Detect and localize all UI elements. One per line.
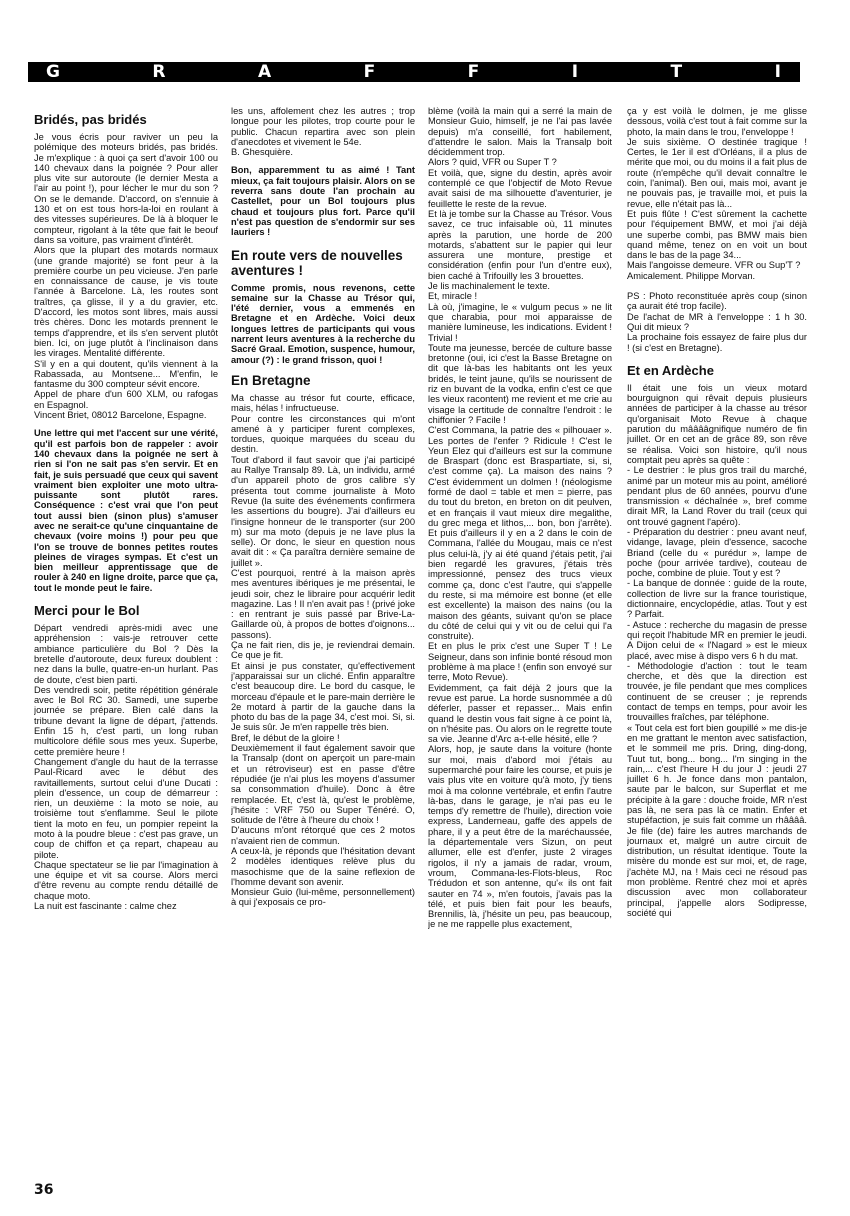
paragraph: - Le destrier : le plus gros trail du marché, animé par un moteur mis au point, amélioré pendant plus de 60 années, pourvu d'une transmission « déchaînée », bref comme dirait MR, la Land Rover du trail (ceux qui ont trouvé gagnent l'apéro).	[627, 465, 807, 527]
article-heading-bretagne: En Bretagne	[231, 372, 311, 388]
article-heading-bol: Merci pour le Bol	[34, 603, 140, 619]
paragraph: Mais l'angoisse demeure. VFR ou Sup'T ?	[627, 260, 801, 271]
postscript: La prochaine fois essayez de faire plus dur ! (si c'est en Bretagne).	[627, 332, 807, 353]
paragraph: ça y est voilà le dolmen, je me glisse dessous, voilà c'est tout à fait comme sur la photo, la main dans le trou, l'enveloppe !	[627, 106, 807, 137]
letter-signature: Amicalement. Philippe Morvan.	[627, 270, 756, 281]
paragraph: Et ainsi je pus constater, qu'effectivement j'apparaissai sur un cliché. Enfin apparaître c'est beaucoup dire. Le bord du casque, le morceau d'épaule et le pare-main derrière le 2e motard à partir de la gauche dans la photo du bas de la page 34, c'est moi. Si, si. Je suis sûr. Je m'en rappelle très bien.	[231, 660, 415, 733]
paragraph: Il était une fois un vieux motard bourguignon qui rêvait depuis plusieurs années de participer à la chasse au trésor qu'organisait Moto Revue à chaque parution du mââââgnifique numéro de fin juillet. Or en cet an de grâce 89, son rêve se réalisa. Voici son histoire, qu'il nous comptait peu après sa quête :	[627, 382, 807, 465]
paragraph: Alors ? quid, VFR ou Super T ?	[428, 157, 557, 168]
paragraph: Alors, hop, je saute dans la voiture (honte sur moi, mais d'abord moi j'étais au supermarché pour faire les course, et puis je vais plus vite en voiture qu'à moto, j'y tiens moi à ma colonne vertébrale, et enfin l'autre là-bas, dans le garage, je n'ai pas eu le temps d'y remettre de l'huile), direction voie express, Landerneau, gaffe des appels de phare, il y a peut être de la maréchaussée, la départementale vers Sizun, on peut allumer, elle est d'enfer, juste 2 virages rigolos, il n'y a jamais de radar, vroum, vroum, Commana-les-Flots-bleus, Roc Trédudon et son antenne, qu'« ils ont fait sauter en 74 », m'en foutois, j'avais pas la télé, et puis bien fait pour les beaufs, Brennilis, là, j'hésite un peu, pas beaucoup, je ne me rappelle plus exactement,	[428, 744, 612, 930]
section-banner	[28, 62, 800, 82]
column-4	[627, 106, 807, 1176]
paragraph: Et voilà, que, signe du destin, après avoir contemplé ce que l'objectif de Moto Revue avait saisi de ma silhouette d'aventurier, je feuillette le reste de la revue.	[428, 167, 612, 209]
paragraph: Toute ma jeunesse, bercée de culture basse bretonne (oui, ici c'est la Basse Bretagne on dit que là-bas les habitants ont les yeux bridés, le teint jaune, qu'ils se nourissent de riz en buvant de la vodka, enfin c'est ce que les vieux racontent) me revient et me crie au visage la certitude de connaître l'endroit : le chiffonier ? Facile !	[428, 342, 612, 425]
paragraph: les uns, affolement chez les autres ; trop longue pour les pilotes, trop courte pour le public. Chacun repartira avec son plein d'anecdotes et vivement le 54e.	[231, 106, 415, 147]
paragraph: Ça ne fait rien, dis je, je reviendrai demain. Ce que je fit.	[231, 640, 415, 661]
paragraph: Bref, le début de la gloire !	[231, 732, 340, 743]
banner-letter: F	[363, 62, 377, 82]
column-3	[428, 106, 612, 1176]
paragraph: Départ vendredi après-midi avec une appréhension : vais-je retrouver cette ambiance particulière du Bol ? Dès la bretelle d'autoroute, deux fureux doublent : nez dans la bulle, quatre-en-un hurlant. Pas de doute, c'est bien parti.	[34, 623, 218, 685]
paragraph: D'aucuns m'ont rétorqué que ces 2 motos n'avaient rien de commun.	[231, 825, 415, 846]
column-1	[34, 106, 218, 1176]
paragraph: - Préparation du destrier : pneu avant neuf, vidange, lavage, plein d'essence, sacoche Briand (celle du « purédur », lampe de poche (pour arrivée tardive), couteau de poche, combine de pluie. Tout y est ?	[627, 526, 807, 579]
paragraph: A ceux-là, je réponds que l'hésitation devant 2 modèles identiques relève plus du masochisme que de la saine reflexion de l'homme devant son avenir.	[231, 846, 415, 887]
banner-letter: T	[670, 62, 684, 82]
paragraph: Et en plus le prix c'est une Super T ! Le Seigneur, dans son infinie bonté résoud mon problème à ma place ! (enfin son envoyé sur terre, Moto Revue).	[428, 641, 612, 683]
article-heading-aventures: En route vers de nouvelles aventures !	[231, 247, 403, 278]
paragraph: Et là je tombe sur la Chasse au Trésor. Vous savez, ce truc infaisable où, 11 minutes après la parution, une horde de 200 motards, s'abattent sur le papier qui leur assurera une monture, prestige et considération (enfin pour l'un d'entre eux), bien caché à Trifouilly les 3 brouettes.	[428, 208, 612, 281]
banner-letter: R	[152, 62, 167, 82]
banner-letter: G	[46, 62, 61, 82]
paragraph: Et puis flûte ! C'est sûrement la cachette pour l'équipement BMW, et moi j'ai déjà une superbe combi, pas BMW mais bien quand même, tenez on en voit un bout dans le bas de la page 34...	[627, 208, 807, 261]
banner-letter: A	[257, 62, 273, 82]
editor-reply: Bon, apparemment tu as aimé ! Tant mieux, ça fait toujours plaisir. Alors on se reverra sans doute l'an prochain au Castellet, pour un Bol toujours plus chaud et toujours plus fort. Parce qu'il n'est pas question de s'endormir sur ses lauriers !	[231, 165, 415, 238]
editor-reply: Une lettre qui met l'accent sur une vérité, qu'il est parfois bon de rappeler : avoir 140 chevaux dans la poignée ne sert à rien si l'on ne sait pas s'en servir. Et en fait, je suis persuadé que ceux qui savent vraiment bien exploiter une moto ultra-puissante sont plutôt rares. Conséquence : c'est vrai que l'on peut tout aussi bien (sinon plus) s'amuser avec ne serait-ce qu'une cinquantaine de chevaux (voire moins !) pour peu que l'on se trouve de bonnes petites routes pleines de virages sympas. Et c'est un bien meilleur apprentissage que de rouler à 240 en ligne droite, parce que ça, tout le monde peut le faire.	[34, 428, 218, 593]
paragraph: Ma chasse au trésor fut courte, efficace, mais, hélas ! infructueuse.	[231, 392, 415, 414]
paragraph: C'est Commana, la patrie des « pilhouaer ». Les portes de l'enfer ? Ridicule ! C'est le Yeun Elez qui d'ailleurs est sur la commune de Braspart (donc est Braspartiate, si, si, c'est comme ça). La maison des nains ? C'est évidemment un dolmen ! (néologisme formé de daol = table et men = pierre, pas du tout du breton, en breton on dit peulven, et en français il vaut mieux dire megalithe, du grec mega et lithos,... bon, bon j'arrête). Et puis d'ailleurs il y en a 2 dans le coin de Commana, l'allée du Mougau, mais ce n'est plus celui-là, j'y ai été quand j'étais petit, j'ai bien regardé les gravures, j'étais très impressionné, pensez des trucs vieux comme ça, donc c'est l'autre, qui s'appelle du reste, si ma mémoire est bonne (et elle est excellente) la maison des nains (ou la maison des géants, suivant qu'on se place du côté de celui qui y vit ou de celui qui l'a construite).	[428, 425, 612, 642]
paragraph: Et, miracle !	[428, 291, 478, 302]
article-heading-brides: Bridés, pas bridés	[34, 112, 147, 127]
paragraph: Alors que la plupart des motards normaux (une grande majorité) se font peur à la première courbe un peu vicieuse. J'en parle en connaissance de cause, je vis toute l'année à Barcelone. Là, les routes sont traîtres, ça glisse, il y a du gravier, etc. D'accord, les motos sont libres, mais aussi très chères. Donc les motards prennent le temps d'apprendre, et ils s'en servent plutôt bien. Ici, on juge plutôt à l'inclinaison dans les virages. Mentalité différente.	[34, 245, 218, 359]
page-number: 36	[34, 1182, 54, 1198]
paragraph: Je lis machinalement le texte.	[428, 281, 550, 292]
paragraph: C'est pourquoi, rentré à la maison après mes aventures ibériques je me présentai, le jeudi soir, chez le libraire pour acquérir ledit magazine. Las ! Il n'en avait pas ! (privé joke : en rentrant je suis passé par Brive-La-Gaillarde où, à propos de bottes d'oignons... passons).	[231, 567, 415, 640]
column-2	[231, 106, 415, 1176]
paragraph: Deuxièmement il faut également savoir que la Transalp (dont on aperçoit un pare-main et un rétroviseur) est en passe d'être répudiée (je n'ai plus les moyens d'assumer sa consommation d'huile). Donc à être remplacée. Et, c'est là, qu'est le problème, j'hésite : VRF 750 ou Super Ténéré. O, solitude de l'être à l'heure du choix !	[231, 743, 415, 826]
paragraph: - Méthodologie d'action : tout le team cherche, et dès que la direction est trouvée, je file pendant que mes complices continuent de se creuser ; je reprends contact de temps en temps, pour avoir les trouvailles fraîches, par téléphone.	[627, 660, 807, 723]
paragraph: Tout d'abord il faut savoir que j'ai participé au Rallye Transalp 89. Là, un individu, armé d'un appareil photo de gros calibre s'y présenta tout comme journaliste à Moto Revue (la suite des événements confirmera les assertions du bougre). J'ai d'ailleurs eu l'insigne honneur de le transporter (sur 200 m) sur ma moto (depuis je ne lave plus la selle). Or donc, le sieur en question nous avait dit : « Ça paraîtra dernière semaine de juillet ».	[231, 454, 415, 568]
paragraph: blème (voilà la main qui a serré la main de Monsieur Guio, himself, je ne l'ai pas lavée depuis) m'a conseillé, fort habilement, d'attendre le salon. Mais la Transalp boit décidemment trop.	[428, 106, 612, 158]
paragraph: Des vendredi soir, petite répétition générale avec le Bol RC 30. Samedi, une superbe journée se prépare. Bien calé dans la tribune devant la ligne de départ, j'attends. Enfin 15 h, c'est parti, un long ruban multicolore défile sous mes yeux. Superbe, cette première heure !	[34, 684, 218, 757]
paragraph: « Tout cela est fort bien goupillé » me dis-je en me grattant le menton avec satisfaction, et le sommeil me pris. Dring, ding-dong, Tuut tut, bong... bong... I'm singing in the rain,... c'est l'heure H du jour J : jeudi 27 juillet 6 h. Je fonce dans mon pantalon, saute par le balcon, sur Superflat et me précipite à la gare : douche froide, MR n'est pas là, ne sera pas là ce matin. Enfer et stupéfaction, je suis fait comme un rhââââ. Je file (de) faire les autres marchands de journaux et, malgré un autre circuit de distribution, un résultat identique. Toute la misère du monde est sur moi, et, de rage, j'achète MJ, na ! Mais ceci ne résoud pas mon problème. Rentré chez moi et après discussion avec mon collaborateur principal, j'appelle alors Sodipresse, société qui	[627, 722, 807, 918]
paragraph: Monsieur Guio (lui-même, personnellement) à qui j'exposais ce pro-	[231, 887, 415, 908]
paragraph: Changement d'angle du haut de la terrasse Paul-Ricard avec le début des ravitaillements, surtout celui d'une Ducati : plein d'essence, un coup de démarreur : rien, un deuxième : la moto se noie, au troisième tout s'enflamme. Seul le pilote tient la moto en feu, un pompier repeint la moto à la poudre bleue : c'est pas grave, un coup de chiffon et ça repart, chapeau au pilote.	[34, 756, 218, 860]
article-heading-ardeche: Et en Ardèche	[627, 362, 714, 378]
article-lead: Comme promis, nous revenons, cette semaine sur la Chasse au Trésor qui, l'été dernier, vous a emmenés en Bretagne et en Ardèche. Voici deux longues lettres de participants qui vous narrent leurs aventures à la recherche du Sacré Graal. Emotion, suspence, humour, amour (?) : le grand frisson, quoi !	[231, 282, 415, 365]
letter-signature: B. Ghesquière.	[231, 147, 294, 158]
banner-letter: F	[467, 62, 481, 82]
paragraph: La nuit est fascinante : calme chez	[34, 901, 177, 912]
paragraph: Là où, j'imagine, le « vulgum pecus » ne lit que charabia, pour moi apparaisse de manière lumineuse, les indications. Evident ! Trivial !	[428, 301, 612, 343]
paragraph: Je suis sixième. O destinée tragique ! Certes, le 1er il est d'Orléans, il a plus de mérite que moi, ou du moins il a fait plus de route (n'empêche qu'il devait connaître le coin, l'animal). Ben oui, mais moi, avant je ne pouvais pas, je travaille moi, et puis la revue, elle n'était pas là...	[627, 136, 807, 209]
paragraph: S'il y en a qui doutent, qu'ils viennent à la Rabassada, au Montsene... M'enfin, le fantasme du 300 compteur sévit encore.	[34, 358, 218, 390]
paragraph: Evidemment, ça fait déjà 2 jours que la revue est parue. La horde susnommée a dû déferler, passer et repasser... Mais enfin quand le destin vous fait signe à ce point là, on n'hésite pas. Ou alors on le regrette toute sa vie. Jeanne d'Arc a-t-elle hésité, elle ?	[428, 682, 612, 745]
paragraph: - La banque de donnée : guide de la route, collection de livre sur la france touristique, dictionnaire, encyclopédie, atlas. Tout y est ? Parfait.	[627, 578, 807, 620]
letter-signature: Vincent Briet, 08012 Barcelone, Espagne.	[34, 410, 207, 421]
postscript: PS : Photo reconstituée après coup (sinon ça aurait été trop facile).	[627, 291, 807, 312]
banner-letter: I	[571, 62, 580, 82]
postscript: De l'achat de MR à l'enveloppe : 1 h 30. Qui dit mieux ?	[627, 311, 807, 332]
paragraph: Je vous écris pour raviver un peu la polémique des moteurs bridés, pas bridés. Je m'explique : à quoi ça sert d'avoir 100 ou 140 chevaux dans la poignée ? Pour aller plus vite sur autoroute (le dernier Mesta a l'air au point !), pour lécher le mur du son ? On se le demande. D'accord, on s'ennuie à 130 et on est tous hors-la-loi en roulant à des vitesses supérieures. De là à bloquer le compteur, rigolant à la tête que fait le beouf dans sa voiture, pas vraiment d'intérêt.	[34, 132, 218, 245]
banner-letter: I	[774, 62, 782, 82]
paragraph: - Astuce : recherche du magasin de presse qui reçoit l'habitude MR en premier le jeudi. A Dijon celui de « l'Nagard » est le mieux placé, avec mise à dispo vers 6 h du mat.	[627, 619, 807, 661]
paragraph: Pour contre les circonstances qui m'ont amené à y participer furent complexes, tordues, quoique marquées du sceau du destin.	[231, 413, 415, 455]
paragraph: Chaque spectateur se lie par l'imagination à une équipe et vit sa course. Alors merci d'être revenu au compte rendu détaillé de chaque moto.	[34, 859, 218, 901]
paragraph: Appel de phare d'un 600 XLM, ou rafogas en Espagnol.	[34, 389, 218, 410]
